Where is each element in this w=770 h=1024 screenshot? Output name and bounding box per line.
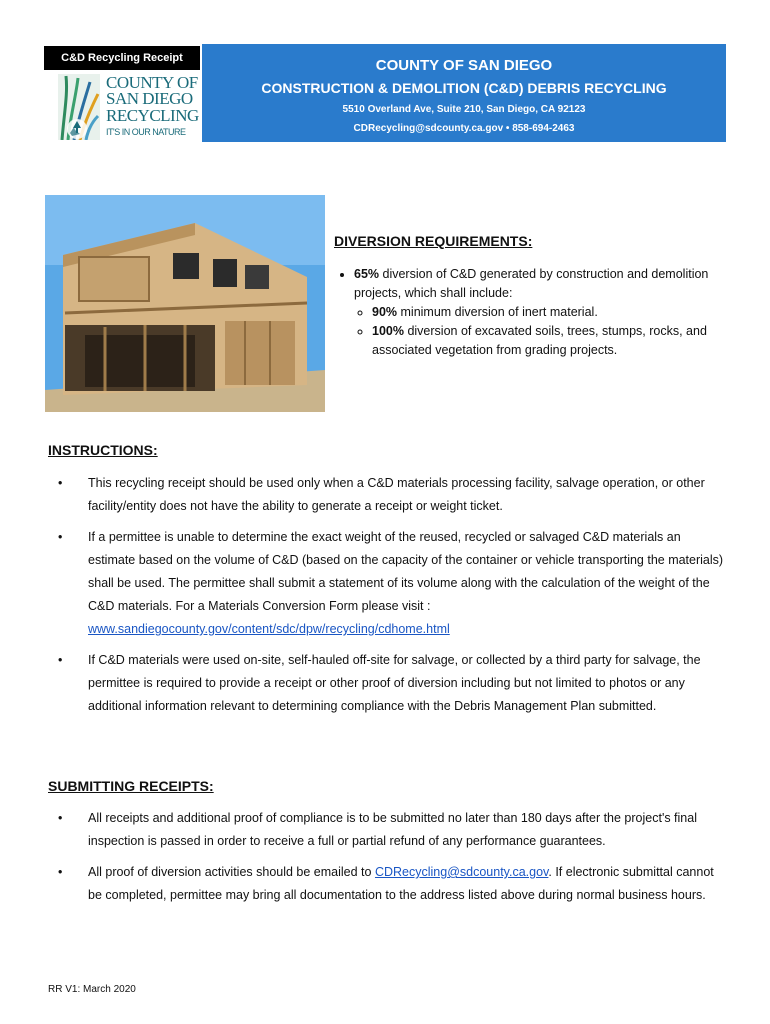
instructions-title: INSTRUCTIONS: [48, 442, 158, 458]
header-title: COUNTY OF SAN DIEGO [375, 57, 553, 74]
logo-line-1: COUNTY OF [106, 73, 198, 92]
logo-line-2: SAN DIEGO [106, 89, 193, 108]
diversion-requirements [334, 232, 734, 360]
diversion-title: DIVERSION REQUIREMENTS: [334, 233, 533, 249]
instructions-list [48, 472, 728, 726]
submitting-item: • All proof of diversion activities should be emailed to CDRecycling@sdcounty.ca.gov. If electronic submittal cannot be completed, permittee may bring all documentation to the address listed above during normal business hours. [48, 861, 728, 907]
house-framing-image [45, 195, 325, 412]
instruction-item: • This recycling receipt should be used only when a C&D materials processing facility, salvage operation, or other facility/entity does not have the ability to generate a receipt or weight ticket. [48, 472, 728, 518]
logo-line-3: RECYCLING [106, 106, 199, 125]
diversion-item-90: ◦ 90% minimum diversion of inert material. [372, 303, 734, 322]
submitting-title: SUBMITTING RECEIPTS: [48, 778, 214, 794]
logo-tagline: IT'S IN OUR NATURE [106, 127, 186, 137]
materials-conversion-link[interactable]: www.sandiegocounty.gov/content/sdc/dpw/recycling/cdhome.html [88, 622, 450, 636]
header-address: 5510 Overland Ave, Suite 210, San Diego, CA 92123 [342, 104, 586, 115]
submitting-list [48, 807, 728, 915]
recycle-icon [66, 118, 88, 140]
header-banner [202, 44, 726, 142]
email-link[interactable]: CDRecycling@sdcounty.ca.gov [374, 865, 549, 879]
header-contact: CDRecycling@sdcounty.ca.gov • 858-694-2463 [353, 123, 575, 134]
instruction-item: • If C&D materials were used on-site, self-hauled off-site for salvage, or collected by a third party for salvage, the permittee is required to provide a receipt or other proof of diversion including but not limited to photos or any additional information relevant to determining compliance with the Debris Management Plan submitted. [48, 649, 728, 718]
construction-photo [45, 195, 325, 412]
receipt-tag: C&D Recycling Receipt [44, 46, 200, 70]
version-footer: RR V1: March 2020 [48, 984, 136, 995]
diversion-item-100: ◦ 100% diversion of excavated soils, trees, stumps, rocks, and associated vegetation from grading projects. [372, 322, 734, 360]
diversion-item-65: • 65% diversion of C&D generated by construction and demolition projects, which shall include: ◦ 90% minimum diversion of inert material. ◦ 100% diversion of excavated soils, trees, stumps, rocks, and associated vegetation from grading projects. [354, 265, 734, 360]
county-recycling-logo [58, 73, 199, 140]
header-subtitle: CONSTRUCTION & DEMOLITION (C&D) DEBRIS RECYCLING [261, 80, 667, 96]
submitting-item: • All receipts and additional proof of compliance is to be submitted no later than 180 days after the project's final inspection is passed in order to receive a full or partial refund of any performance guarantees. [48, 807, 728, 853]
instruction-item: • If a permittee is unable to determine the exact weight of the reused, recycled or salvaged C&D materials an estimate based on the volume of C&D (based on the capacity of the container or vehicle transporting the materials) shall be used. The permittee shall submit a statement of its volume along with the calculation of the weight of the C&D materials. For a Materials Conversion Form please visit : www.sandiegocounty.gov/content/sdc/dpw/recycling/cdhome.html [48, 526, 728, 641]
